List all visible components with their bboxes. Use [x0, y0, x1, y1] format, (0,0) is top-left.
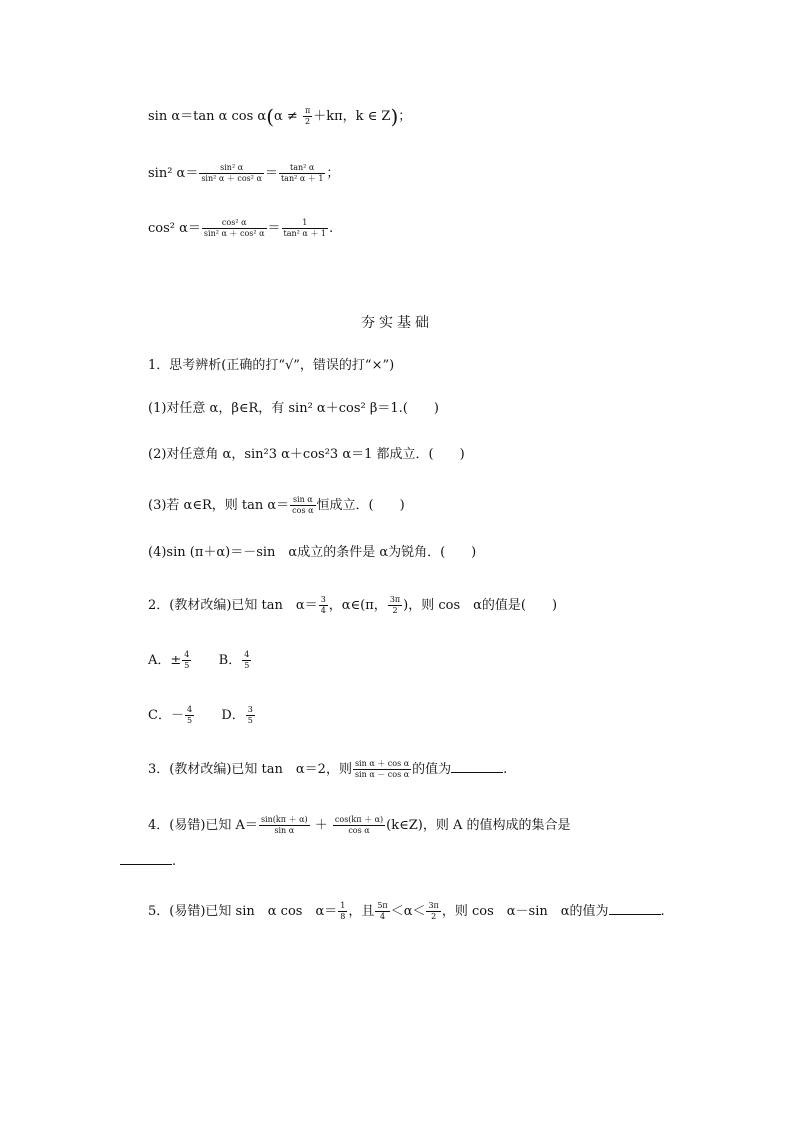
q1-statement-2: (2)对任意角 α，sin²3 α＋cos²3 α＝1 都成立．( )	[148, 447, 465, 462]
question-text: 2．(教材改编)已知 tan α＝	[148, 598, 318, 613]
denominator: 2	[303, 116, 312, 127]
fraction	[199, 163, 264, 184]
formula-text: sin α＝tan α cos α	[148, 109, 267, 124]
option-c-label: C．－	[148, 708, 184, 723]
section-title: 夯实基础	[361, 315, 433, 331]
plus-sign: ＋	[314, 818, 328, 833]
fraction	[333, 815, 385, 836]
denominator: 5	[184, 661, 190, 670]
numerator: 1	[302, 218, 308, 227]
fraction	[290, 495, 315, 516]
denominator: cos α	[333, 825, 385, 836]
question-text: 3．(教材改编)已知 tan α＝2，则	[148, 762, 352, 777]
denominator: 2	[426, 911, 440, 922]
q1-stem: 1．思考辨析(正确的打“√”，错误的打“×”)	[148, 358, 395, 373]
option-b-label: B．	[218, 653, 242, 668]
left-paren: (	[266, 104, 275, 129]
denominator: 4	[375, 911, 389, 922]
numerator: 1	[340, 901, 346, 910]
numerator: tan² α	[290, 163, 315, 172]
numerator: 3	[320, 595, 326, 604]
numerator: 4	[186, 705, 193, 714]
fraction	[319, 595, 328, 616]
denominator: 2	[388, 605, 402, 616]
numerator: sin α ＋ cos α	[354, 759, 410, 768]
punctuation: .	[660, 904, 665, 919]
statement-text: 恒成立．( )	[316, 498, 405, 513]
formula-text: cos² α＝	[148, 221, 201, 236]
denominator: 5	[247, 716, 253, 725]
fraction-pi-over-2	[303, 106, 312, 127]
punctuation: .	[503, 762, 508, 777]
q1-statement-1: (1)对任意 α，β∈R，有 sin² α＋cos² β＝1.( )	[148, 401, 439, 416]
question-text: ，则 cos α－sin α的值为	[441, 904, 609, 919]
fraction	[282, 218, 328, 239]
answer-blank[interactable]	[120, 852, 172, 865]
fraction	[202, 218, 267, 239]
option-a-fraction	[182, 650, 191, 671]
equals: ＝	[264, 166, 278, 181]
question-text: ＜α＜	[390, 904, 426, 919]
numerator: 5π	[377, 901, 388, 910]
denominator: sin α	[259, 825, 310, 836]
q1-statement-3	[148, 495, 405, 516]
option-b-fraction	[242, 650, 251, 671]
punctuation: .	[329, 221, 334, 236]
punctuation: ；	[326, 166, 340, 181]
denominator: tan² α ＋ 1	[283, 229, 326, 238]
punctuation: .	[172, 854, 177, 869]
fraction	[375, 901, 389, 922]
question-text: ，α∈(π，	[328, 598, 387, 613]
numerator: sin α	[292, 495, 313, 504]
numerator: cos² α	[221, 218, 247, 227]
q2-options-ab	[148, 650, 252, 671]
fraction	[279, 163, 325, 184]
denominator: 5	[186, 716, 193, 725]
equals: ＝	[267, 221, 281, 236]
denominator: sin² α ＋ cos² α	[203, 229, 265, 238]
denominator: 5	[244, 661, 250, 670]
question-text: (k∈Z)，则 A 的值构成的集合是	[386, 818, 571, 833]
q3-stem	[148, 759, 507, 780]
numerator: sin² α	[220, 163, 244, 172]
numerator: 3π	[428, 901, 439, 910]
denominator: cos α	[292, 506, 314, 515]
formula-text: sin² α＝	[148, 166, 199, 181]
denominator: 8	[340, 912, 346, 921]
punctuation: ；	[398, 109, 412, 124]
q2-stem	[148, 595, 557, 616]
denominator: sin² α ＋ cos² α	[201, 174, 262, 183]
fraction	[353, 759, 411, 780]
question-text: )，则 cos α的值是( )	[403, 598, 558, 613]
right-paren: )	[390, 104, 399, 129]
numerator: 4	[244, 650, 250, 659]
formula-sin-squared	[148, 163, 339, 184]
option-d-fraction	[246, 705, 255, 726]
denominator: 4	[320, 606, 326, 615]
q2-options-cd	[148, 705, 256, 726]
denominator: sin α － cos α	[354, 770, 410, 779]
statement-text: (3)若 α∈R，则 tan α＝	[148, 498, 290, 513]
answer-blank[interactable]	[609, 902, 661, 915]
condition-text: ＋kπ，k ∈ Z	[313, 109, 391, 124]
q1-statement-4: (4)sin (π＋α)＝－sin α成立的条件是 α为锐角．( )	[148, 545, 477, 560]
question-text: 4．(易错)已知 A＝	[148, 818, 258, 833]
formula-cos-squared	[148, 218, 333, 239]
option-c-fraction	[185, 705, 194, 726]
denominator: tan² α ＋ 1	[280, 174, 324, 183]
question-text: 的值为	[412, 762, 452, 777]
numerator: sin(kπ ＋ α)	[260, 815, 308, 824]
fraction	[388, 595, 402, 616]
numerator: cos(kπ ＋ α)	[334, 815, 384, 824]
q5-stem	[148, 901, 665, 922]
condition-text: α ≠	[274, 109, 298, 124]
option-a-label: A．±	[148, 653, 182, 668]
numerator: 4	[184, 650, 190, 659]
fraction	[426, 901, 440, 922]
q4-stem	[148, 815, 570, 836]
option-d-label: D．	[221, 708, 245, 723]
formula-sin-tan-cos	[148, 106, 411, 127]
numerator: 3π	[389, 595, 401, 604]
numerator: 3	[247, 705, 253, 714]
fraction	[259, 815, 310, 836]
fraction	[338, 901, 347, 922]
question-text: 5．(易错)已知 sin α cos α＝	[148, 904, 338, 919]
question-text: ，且	[348, 904, 375, 919]
q4-answer-line	[120, 852, 176, 872]
answer-blank[interactable]	[451, 760, 503, 773]
numerator: π	[304, 106, 311, 115]
